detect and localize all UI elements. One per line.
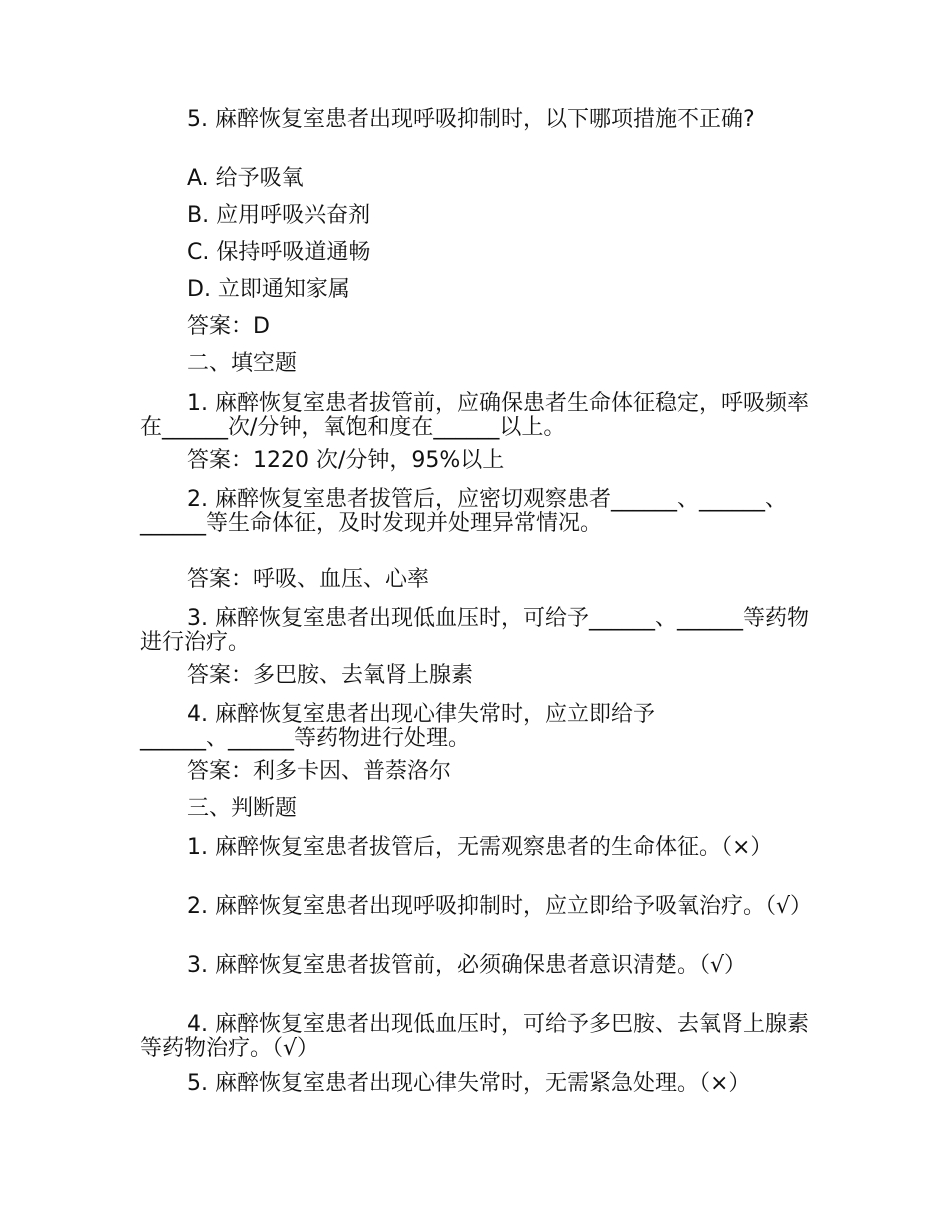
fill-question-4: 4. 麻醉恢复室患者出现心律失常时，应立即给予______、______等药物进行处理。 bbox=[140, 702, 655, 751]
mc-answer: 答案：D bbox=[187, 314, 270, 339]
option-a: A. 给予吸氧 bbox=[187, 166, 304, 191]
section-heading-judge: 三、判断题 bbox=[187, 796, 298, 821]
judge-question-2: 2. 麻醉恢复室患者出现呼吸抑制时，应立即给予吸氧治疗。（√） bbox=[187, 894, 813, 919]
fill-question-1: 1. 麻醉恢复室患者拔管前，应确保患者生命体征稳定，呼吸频率在______次/分钟，氧饱和度在______以上。 bbox=[140, 391, 809, 440]
fill-answer-1: 答案：1220 次/分钟，95%以上 bbox=[187, 448, 505, 473]
fill-question-2: 2. 麻醉恢复室患者拔管后，应密切观察患者______、______、______等生命体征，及时发现并处理异常情况。 bbox=[140, 487, 787, 536]
judge-question-5: 5. 麻醉恢复室患者出现心律失常时，无需紧急处理。（×） bbox=[187, 1071, 751, 1096]
option-b: B. 应用呼吸兴奋剂 bbox=[187, 203, 371, 228]
judge-question-4: 4. 麻醉恢复室患者出现低血压时，可给予多巴胺、去氧肾上腺素等药物治疗。（√） bbox=[140, 1012, 809, 1061]
fill-answer-2: 答案：呼吸、血压、心率 bbox=[187, 567, 430, 592]
fill-answer-3: 答案：多巴胺、去氧肾上腺素 bbox=[187, 663, 474, 688]
option-d: D. 立即通知家属 bbox=[187, 277, 350, 302]
judge-question-3: 3. 麻醉恢复室患者拔管前，必须确保患者意识清楚。（√） bbox=[187, 953, 747, 978]
fill-question-3: 3. 麻醉恢复室患者出现低血压时，可给予______、______等药物进行治疗。 bbox=[140, 606, 809, 655]
section-heading-fill: 二、填空题 bbox=[187, 351, 298, 376]
fill-answer-4: 答案：利多卡因、普萘洛尔 bbox=[187, 759, 452, 784]
option-c: C. 保持呼吸道通畅 bbox=[187, 240, 371, 265]
mc-question-5: 5. 麻醉恢复室患者出现呼吸抑制时，以下哪项措施不正确? bbox=[187, 107, 755, 132]
judge-question-1: 1. 麻醉恢复室患者拔管后，无需观察患者的生命体征。（×） bbox=[187, 835, 773, 860]
